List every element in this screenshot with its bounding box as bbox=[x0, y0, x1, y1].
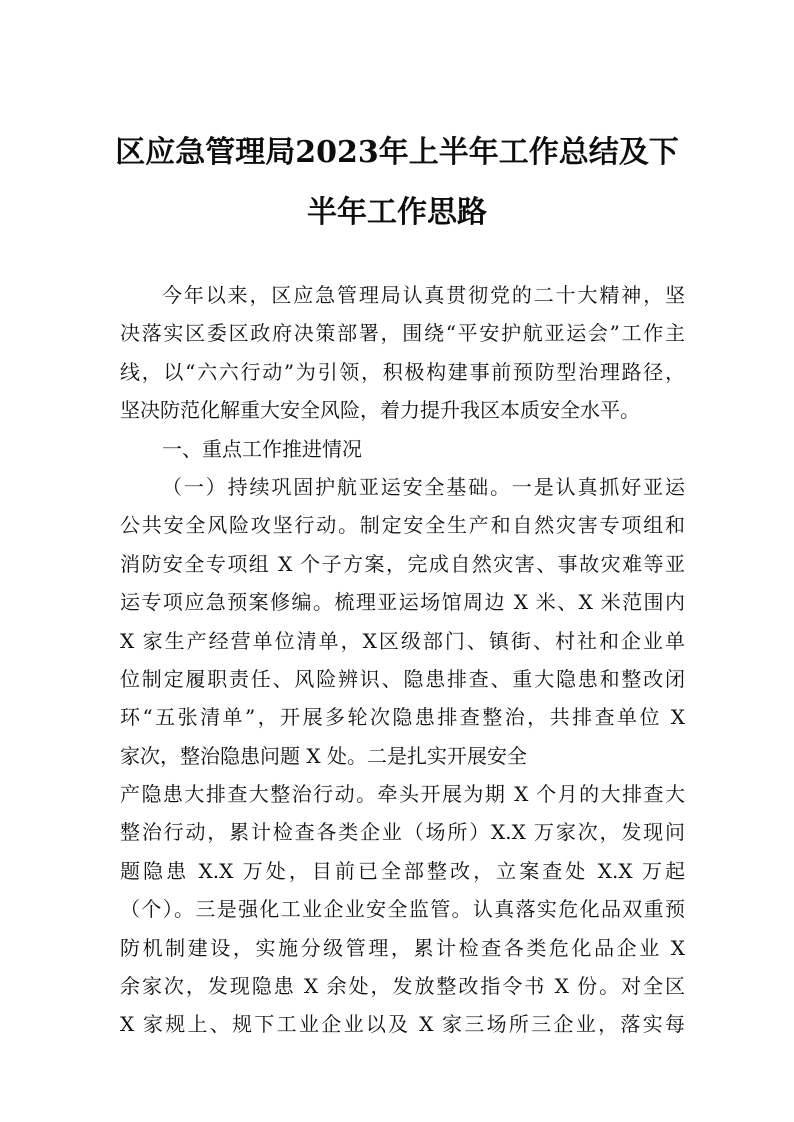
paragraph-line: 公共安全风险攻坚行动。制定安全生产和自然灾害专项组和 bbox=[120, 513, 685, 538]
paragraph-intro-line: 决落实区委区政府决策部署，围绕“平安护航亚运会”工作主 bbox=[120, 321, 685, 346]
paragraph-line: 环“五张清单”，开展多轮次隐患排查整治，共排查单位 X bbox=[120, 705, 685, 730]
paragraph-line: 题隐患 X.X 万处，目前已全部整改，立案查处 X.X 万起 bbox=[120, 858, 685, 883]
paragraph-intro-line: 线，以“六六行动”为引领，积极构建事前预防型治理路径， bbox=[120, 359, 685, 384]
document-body bbox=[120, 276, 685, 1044]
paragraph-line: 位制定履职责任、风险辨识、隐患排查、重大隐患和整改闭 bbox=[120, 666, 685, 691]
paragraph-line: 家次，整治隐患问题 X 处。二是扎实开展安全 bbox=[120, 743, 527, 768]
document-title-line-1: 区应急管理局2023年上半年工作总结及下 bbox=[115, 135, 679, 170]
paragraph-line: X 家规上、规下工业企业以及 X 家三场所三企业，落实每 bbox=[120, 1012, 685, 1037]
paragraph-intro-line: 坚决防范化解重大安全风险，着力提升我区本质安全水平。 bbox=[120, 398, 640, 423]
paragraph-line: （个）。三是强化工业企业安全监管。认真落实危化品双重预 bbox=[120, 897, 685, 922]
paragraph-line: 防机制建设，实施分级管理，累计检查各类危化品企业 X bbox=[120, 935, 685, 960]
paragraph-line: （一）持续巩固护航亚运安全基础。一是认真抓好亚运 bbox=[162, 474, 685, 499]
paragraph-intro-line: 今年以来，区应急管理局认真贯彻党的二十大精神，坚 bbox=[162, 283, 685, 307]
section-heading: 一、重点工作推进情况 bbox=[162, 436, 362, 461]
document-title-line-2: 半年工作思路 bbox=[307, 195, 487, 230]
paragraph-line: 消防安全专项组 X 个子方案，完成自然灾害、事故灾难等亚 bbox=[120, 551, 685, 576]
paragraph-line: 产隐患大排查大整治行动。牵头开展为期 X 个月的大排查大 bbox=[120, 782, 685, 807]
paragraph-line: 运专项应急预案修编。梳理亚运场馆周边 X 米、X 米范围内 bbox=[120, 590, 685, 615]
paragraph-line: X 家生产经营单位清单，X区级部门、镇街、村社和企业单 bbox=[120, 628, 685, 653]
paragraph-line: 余家次，发现隐患 X 余处，发放整改指令书 X 份。对全区 bbox=[120, 974, 685, 999]
paragraph-line: 整治行动，累计检查各类企业（场所）X.X 万家次，发现问 bbox=[120, 820, 685, 845]
